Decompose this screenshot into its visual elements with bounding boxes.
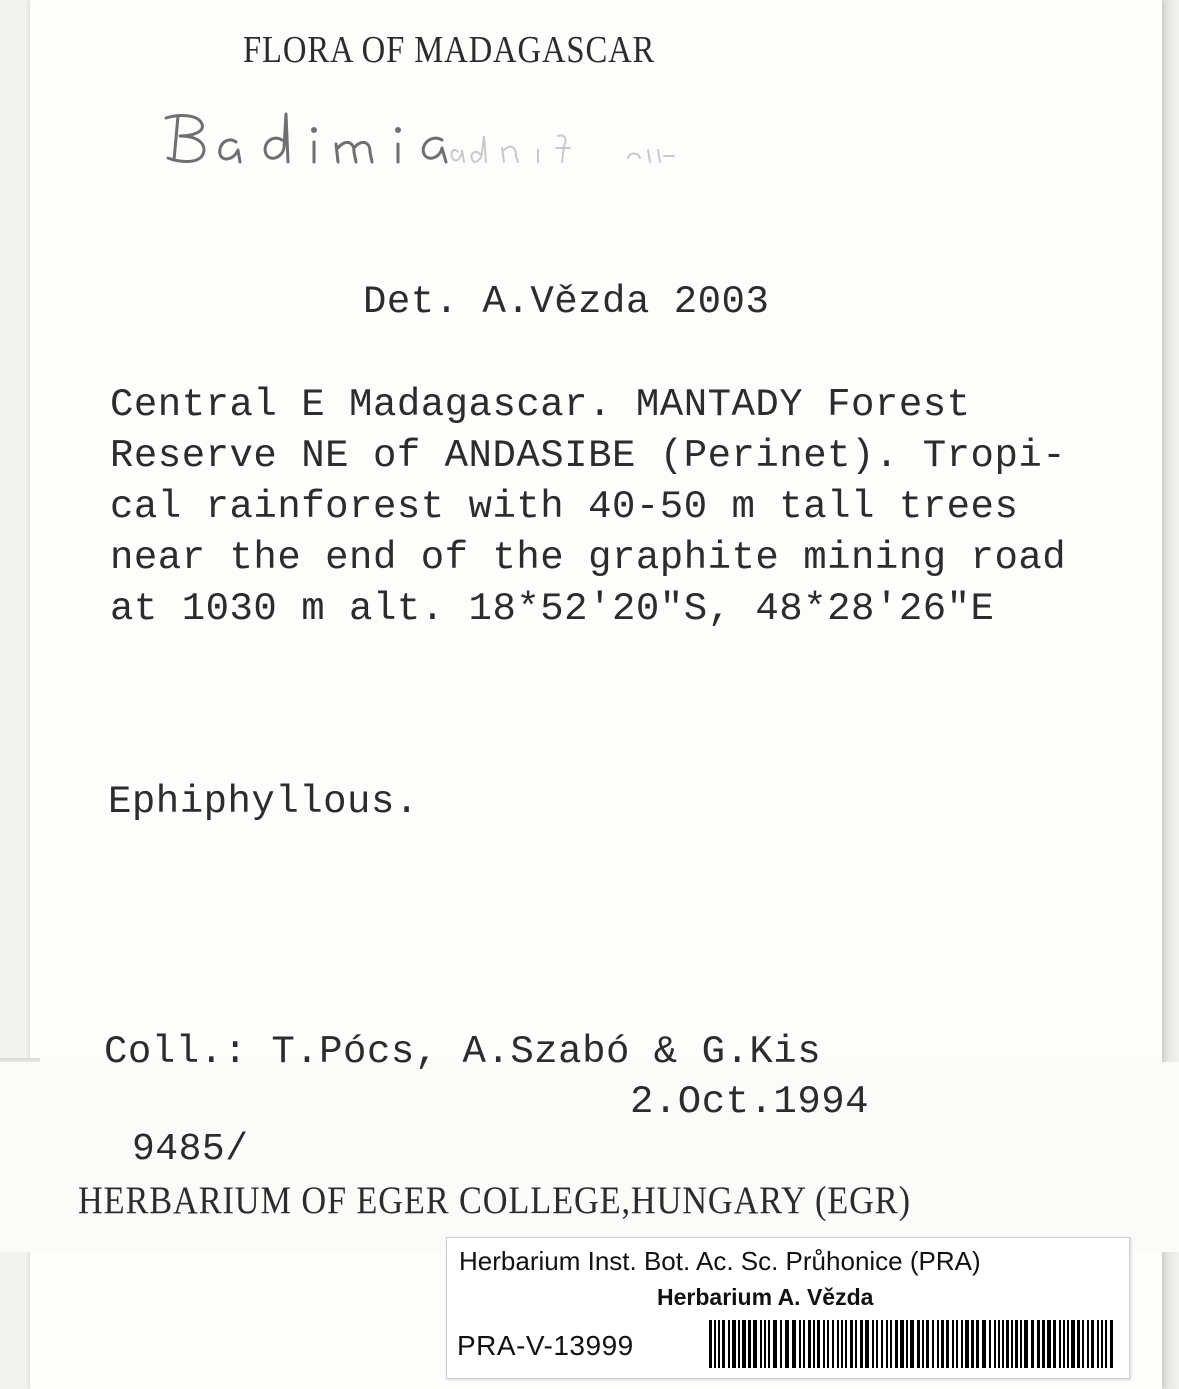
collection-date: 2.Oct.1994	[630, 1080, 870, 1124]
barcode-bar	[768, 1320, 770, 1368]
barcode-bar	[714, 1320, 716, 1368]
barcode-bar	[742, 1320, 746, 1368]
barcode-bar	[941, 1320, 944, 1368]
barcode-bar	[982, 1320, 986, 1368]
barcode-bar	[1042, 1320, 1045, 1368]
determination-line: Det. A.Vězda 2003	[363, 280, 770, 324]
barcode-bar	[1011, 1320, 1013, 1368]
locality-line: Central E Madagascar. MANTADY Forest	[110, 383, 971, 427]
barcode-bar	[1071, 1320, 1075, 1368]
barcode-bar	[956, 1320, 958, 1368]
barcode-bar	[728, 1320, 730, 1368]
barcode-bar	[1053, 1320, 1056, 1368]
barcode-bar	[971, 1320, 974, 1368]
barcode-bar	[998, 1320, 1000, 1368]
barcode-bar	[803, 1320, 805, 1368]
barcode-bar	[1037, 1320, 1040, 1368]
barcode-bar	[753, 1320, 757, 1368]
barcode-bar	[841, 1320, 843, 1368]
barcode-bar	[872, 1320, 874, 1368]
barcode-bar	[886, 1320, 888, 1368]
barcode-bar	[976, 1320, 979, 1368]
barcode-bar	[808, 1320, 811, 1368]
barcode-bar	[917, 1320, 920, 1368]
barcode-bar	[827, 1320, 829, 1368]
barcode-bar	[1110, 1320, 1113, 1368]
barcode-bar	[946, 1320, 949, 1368]
barcode-bar	[881, 1320, 883, 1368]
barcode-bar	[845, 1320, 847, 1368]
barcode-bar	[780, 1320, 782, 1368]
barcode-bar	[817, 1320, 820, 1368]
barcode-bar	[760, 1320, 762, 1368]
herbarium-origin: HERBARIUM OF EGER COLLEGE,HUNGARY (EGR)	[78, 1179, 911, 1222]
barcode-bar	[1047, 1320, 1051, 1368]
pra-herbarium-sticker	[446, 1237, 1130, 1379]
barcode-bar	[952, 1320, 954, 1368]
barcode-bar	[813, 1320, 815, 1368]
barcode-bar	[855, 1320, 857, 1368]
barcode-bar	[922, 1320, 924, 1368]
barcode-bar	[1077, 1320, 1080, 1368]
barcode-bar	[1091, 1320, 1094, 1368]
barcode-bar	[865, 1320, 869, 1368]
barcode-bar	[823, 1320, 825, 1368]
barcode-bar	[832, 1320, 834, 1368]
barcode-bar	[738, 1320, 740, 1368]
barcode-bar	[890, 1320, 892, 1368]
barcode-bar	[1002, 1320, 1004, 1368]
locality-line: near the end of the graphite mining road	[110, 536, 1067, 580]
barcode-bar	[1006, 1320, 1009, 1368]
barcode-bar	[961, 1320, 963, 1368]
barcode-bar	[860, 1320, 863, 1368]
barcode-bar	[709, 1320, 712, 1368]
collectors-line: Coll.: T.Pócs, A.Szabó & G.Kis	[104, 1030, 822, 1074]
barcode-bar	[906, 1320, 908, 1368]
barcode-bar	[1020, 1320, 1022, 1368]
barcode-bar	[799, 1320, 801, 1368]
sticker-specimen-id: PRA-V-13999	[457, 1330, 634, 1361]
handwritten-taxon-name	[158, 96, 678, 186]
barcode-bar	[1087, 1320, 1089, 1368]
barcode-bar	[937, 1320, 939, 1368]
barcode-bar	[1105, 1320, 1107, 1368]
locality-text	[110, 380, 1066, 635]
barcode-bar	[1097, 1320, 1099, 1368]
barcode-bar	[785, 1320, 789, 1368]
barcode-bar	[722, 1320, 725, 1368]
locality-line: at 1030 m alt. 18*52'20"S, 48*28'26"E	[110, 587, 995, 631]
barcode-bar	[932, 1320, 934, 1368]
barcode-bar	[1059, 1320, 1061, 1368]
locality-line: cal rainforest with 40-50 m tall trees	[110, 485, 1019, 529]
barcode-bar	[994, 1320, 996, 1368]
barcode-bar	[926, 1320, 929, 1368]
barcode-bar	[1015, 1320, 1018, 1368]
barcode-bar	[850, 1320, 853, 1368]
locality-line: Reserve NE of ANDASIBE (Perinet). Tropi-	[110, 434, 1067, 478]
barcode-bar	[989, 1320, 991, 1368]
barcode-bar	[792, 1320, 796, 1368]
barcode-bar	[1082, 1320, 1084, 1368]
habit-text: Ephiphyllous.	[108, 780, 419, 824]
barcode-bar	[718, 1320, 720, 1368]
barcode-bar	[1031, 1320, 1034, 1368]
barcode-bar	[1101, 1320, 1103, 1368]
barcode-icon	[709, 1320, 1119, 1368]
barcode-bar	[1063, 1320, 1065, 1368]
barcode-bar	[1067, 1320, 1069, 1368]
sticker-collection: Herbarium A. Vězda	[657, 1284, 874, 1310]
label-header-title: FLORA OF MADAGASCAR	[243, 29, 656, 71]
barcode-bar	[895, 1320, 898, 1368]
barcode-bar	[764, 1320, 766, 1368]
barcode-bar	[748, 1320, 751, 1368]
sticker-institution: Herbarium Inst. Bot. Ac. Sc. Průhonice (PRA)	[459, 1246, 981, 1276]
barcode-bar	[900, 1320, 904, 1368]
barcode-bar	[773, 1320, 777, 1368]
barcode-bar	[837, 1320, 839, 1368]
barcode-bar	[910, 1320, 914, 1368]
barcode-bar	[732, 1320, 736, 1368]
collection-number: 9485/	[132, 1128, 249, 1171]
barcode-bar	[965, 1320, 969, 1368]
barcode-bar	[876, 1320, 878, 1368]
barcode-bar	[1024, 1320, 1028, 1368]
